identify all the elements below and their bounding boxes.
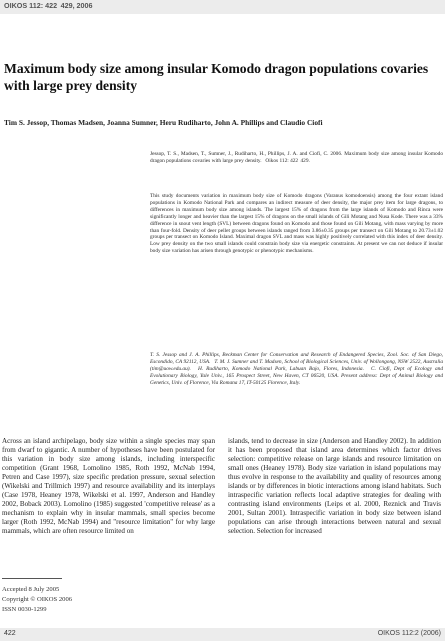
accepted-date: Accepted 8 July 2005: [2, 586, 60, 593]
affiliations: T. S. Jessop and J. A. Phillips, Beckman Center for Conservation and Research of Endangered Species, Zool. Soc. of San Diego, Escondido, CA 92112, USA. T. M. J. Sumner and T. Madsen, School of Biological Sciences, Univ. of Wollongong, NSW 2522, Australia (tim@uow.edu.au). H. Rudiharto, Komodo National Park, Labuan Bajo, Flores, Indonesia. C. Ciofi, Dept of Ecology and Evolutionary Biology, Yale Univ., 165 Prospect Street, New Haven, CT 06520, USA. Present address: Dept of Animal Biology and Genetics, Univ. of Florence, Via Romana 17, IT-50125 Florence, Italy.: [150, 352, 443, 386]
copyright: Copyright © OIKOS 2006: [2, 596, 73, 603]
body-column-left: [2, 437, 215, 537]
article-title: Maximum body size among insular Komodo dragon populations covaries with large prey density: [4, 61, 429, 93]
footnote-rule: [2, 578, 62, 579]
citation: Jessop, T. S., Madsen, T., Sumner, J., Rudiharto, H., Phillips, J. A. and Ciofi, C. 2006. Maximum body size among insular Komodo dragon populations covaries with large prey density. Oikos 112: 422 429.: [150, 151, 443, 164]
running-head: OIKOS 112: 422 429, 2006: [4, 1, 93, 10]
body-paragraph: islands, tend to decrease in size (Anderson and Handley 2002). In addition it has been proposed that island area determines which factor drives selection: competitive release on large islands and resource limitation on small ones (Heaney 1978). Body size variation in island populations may thus evolve in response to the availability and quality of resources among islands or by differences in biotic interactions among island habitats. Such intraspecific variation reflects local adaptive strategies for dealing with contrasting island environments (Leips et al. 2000, Reznick and Travis 2001, Sultan 2001). Intraspecific variation in body size between island populations can arise through interactions between natural and sexual selection. Selection for increased: [228, 437, 441, 536]
journal-issue: OIKOS 112:2 (2006): [377, 630, 441, 637]
abstract: This study documents variation in maximum body size of Komodo dragons (Varanus komodoensis) among the four extant island populations in Komodo National Park and compares an indirect measure of deer density, the major prey item for large dragons, to differences in maximum body size among islands. The largest 15% of dragons from the large islands of Komodo and Rinca were significantly longer and heavier than the largest 15% of dragons on the small islands of Gili Motang and Nusa Kode. There was a 33% difference in snout vent length (SVL) between dragons found on Komodo and those found on Gili Motang, with mass varying by more than four-fold. Density of deer pellet groups between islands ranged from 3.86±0.35 groups per transect on Gili Motang to 20.73±1.02 groups per transect on Komodo Island. Maximal dragon SVL and mass was highly positively correlated with this index of deer density. Low prey density on the two small islands could constrain body size via energetic constraints. At present we can not deduce if insular body size variation has arisen through genotypic or phenotypic mechanisms.: [150, 193, 443, 255]
author-list: Tim S. Jessop, Thomas Madsen, Joanna Sumner, Heru Rudiharto, John A. Phillips and Claudio Ciofi: [4, 118, 323, 127]
body-paragraph: Across an island archipelago, body size within a single species may span from dwarf to gigantic. A number of hypotheses have been postulated for this variation in body size among islands, including interspecific competition (Grant 1968, Lomolino 1985, Roth 1992, McNab 1994, Petren and Case 1997), size specific predation pressure, sexual selection (Wikelski and Trillmich 1997) and resource availability and its interplays (Case 1978, Heaney 1978, Wikelski et al. 1997, Anderson and Handley 2002, Boback 2003). Lomolino (1985) suggested 'competitive release' as a mechanism to explain why in insular mammals, small species become larger (Roth 1992, McNab 1994) and "resource limitation" for why large mammals, which are often resource limited on: [2, 437, 215, 536]
body-column-right: [228, 437, 441, 537]
issn: ISSN 0030-1299: [2, 606, 47, 613]
page-number: 422: [4, 630, 16, 637]
footnotes: [2, 585, 152, 615]
